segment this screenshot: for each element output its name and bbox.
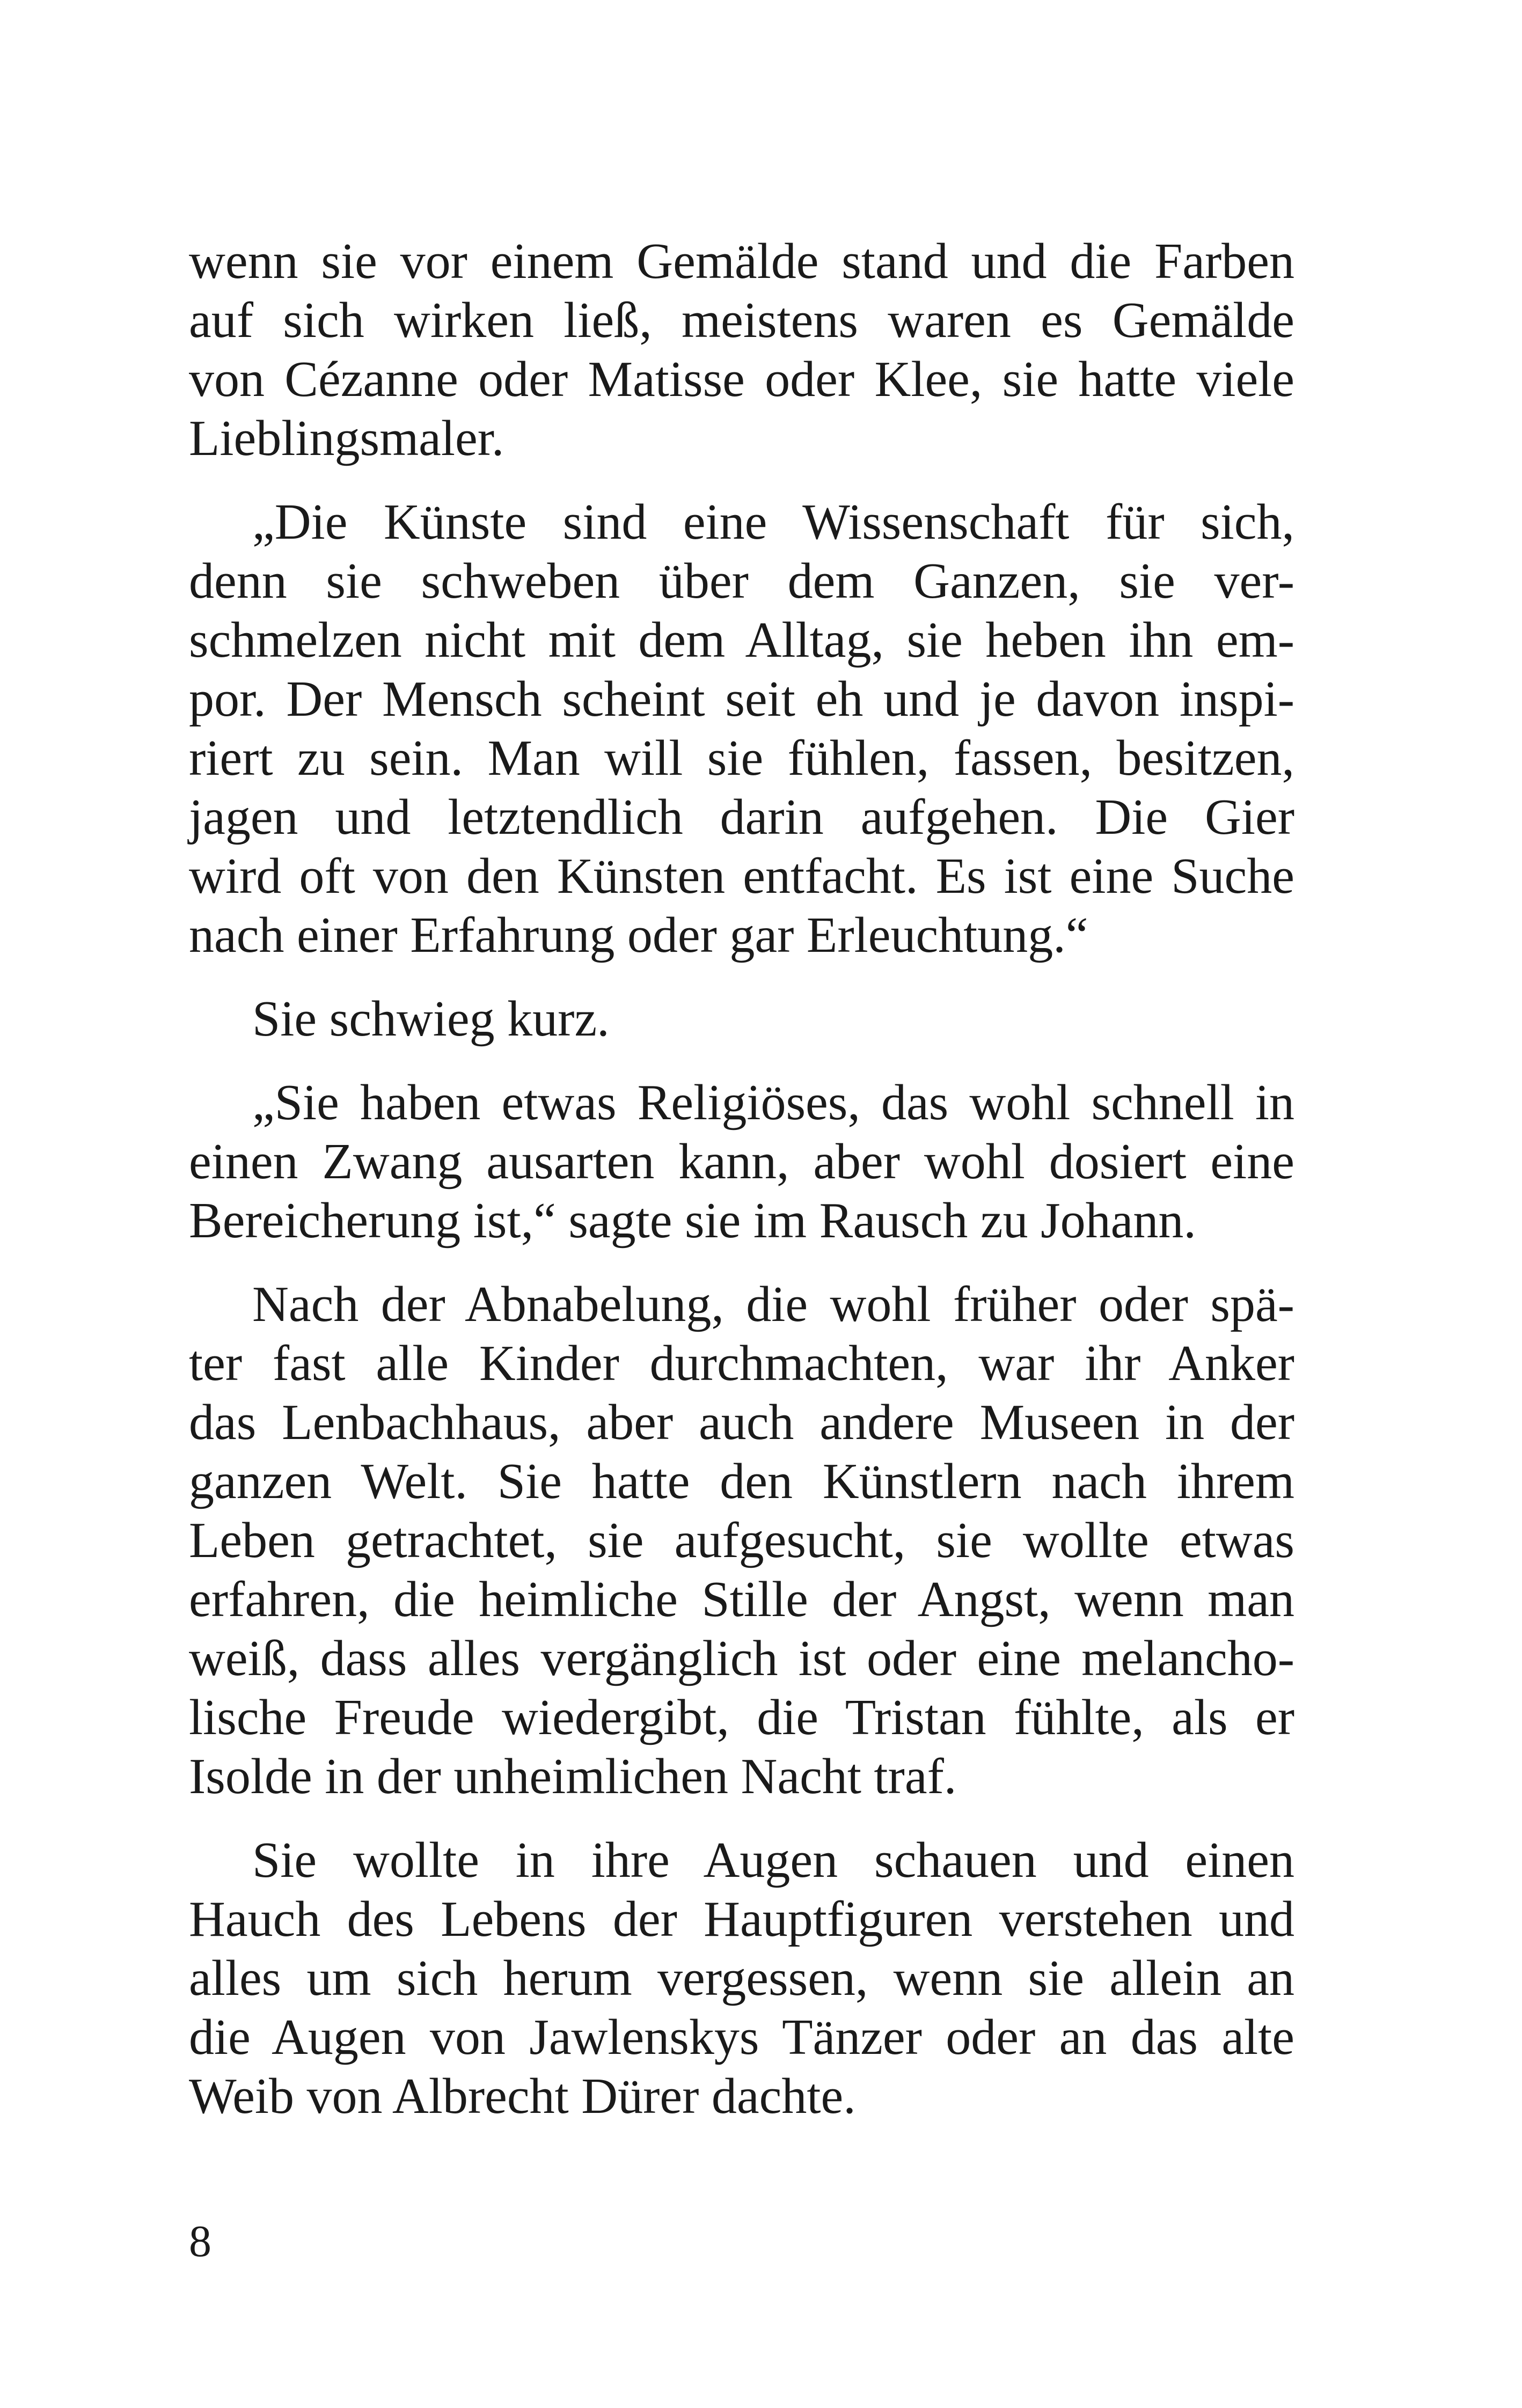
text-line: weiß, dass alles vergänglich ist oder eine melancho- <box>189 1631 1294 1686</box>
paragraph <box>189 1073 1294 1250</box>
text-line: ter fast alle Kinder durchmachten, war ihr Anker <box>189 1335 1294 1391</box>
paragraph-gap <box>189 468 1294 493</box>
text-line: Leben getrachtet, sie aufgesucht, sie wollte etwas <box>189 1513 1294 1568</box>
text-line: por. Der Mensch scheint seit eh und je davon inspi- <box>189 671 1294 727</box>
text-line: wenn sie vor einem Gemälde stand und die Farben <box>189 233 1294 289</box>
body-text <box>189 232 1294 2126</box>
text-line: schmelzen nicht mit dem Alltag, sie heben ihn em- <box>189 612 1294 668</box>
text-line: Nach der Abnabelung, die wohl früher oder spä- <box>252 1276 1294 1332</box>
text-line: Isolde in der unheimlichen Nacht traf. <box>189 1749 957 1804</box>
text-line: riert zu sein. Man will sie fühlen, fassen, besitzen, <box>189 730 1294 786</box>
paragraph-gap <box>189 1806 1294 1831</box>
text-line: alles um sich herum vergessen, wenn sie allein an <box>189 1950 1294 2006</box>
text-line: auf sich wirken ließ, meistens waren es Gemälde <box>189 292 1294 348</box>
paragraph <box>189 493 1294 965</box>
text-line: Sie wollte in ihre Augen schauen und einen <box>252 1832 1294 1888</box>
paragraph-gap <box>189 1048 1294 1073</box>
paragraph <box>189 232 1294 468</box>
text-line: von Cézanne oder Matisse oder Klee, sie hatte viele <box>189 351 1294 407</box>
text-line: erfahren, die heimliche Stille der Angst, wenn man <box>189 1572 1294 1627</box>
text-line: ganzen Welt. Sie hatte den Künstlern nach ihrem <box>189 1453 1294 1509</box>
text-line: „Sie haben etwas Religiöses, das wohl schnell in <box>252 1075 1294 1130</box>
text-line: jagen und letztendlich darin aufgehen. Die Gier <box>189 789 1294 845</box>
page-number: 8 <box>189 2216 211 2266</box>
text-line: das Lenbachhaus, aber auch andere Museen in der <box>189 1394 1294 1450</box>
text-line: Bereicherung ist,“ sagte sie im Rausch zu Johann. <box>189 1193 1196 1249</box>
paragraph <box>189 989 1294 1048</box>
paragraph <box>189 1275 1294 1806</box>
text-line: die Augen von Jawlenskys Tänzer oder an das alte <box>189 2009 1294 2065</box>
text-line: wird oft von den Künsten entfacht. Es ist eine Suche <box>189 848 1294 904</box>
text-line: denn sie schweben über dem Ganzen, sie ver- <box>189 553 1294 609</box>
text-line: Sie schwieg kurz. <box>252 991 610 1047</box>
text-line: Lieblingsmaler. <box>189 410 504 466</box>
text-line: lische Freude wiedergibt, die Tristan fühlte, als er <box>189 1690 1294 1745</box>
paragraph-gap <box>189 965 1294 989</box>
text-line: Hauch des Lebens der Hauptfiguren verstehen und <box>189 1891 1294 1947</box>
paragraph <box>189 1831 1294 2126</box>
paragraph-gap <box>189 1250 1294 1275</box>
text-line: „Die Künste sind eine Wissenschaft für sich, <box>252 494 1294 550</box>
text-line: nach einer Erfahrung oder gar Erleuchtung.“ <box>189 907 1088 963</box>
text-line: Weib von Albrecht Dürer dachte. <box>189 2068 856 2124</box>
text-line: einen Zwang ausarten kann, aber wohl dosiert eine <box>189 1134 1294 1190</box>
